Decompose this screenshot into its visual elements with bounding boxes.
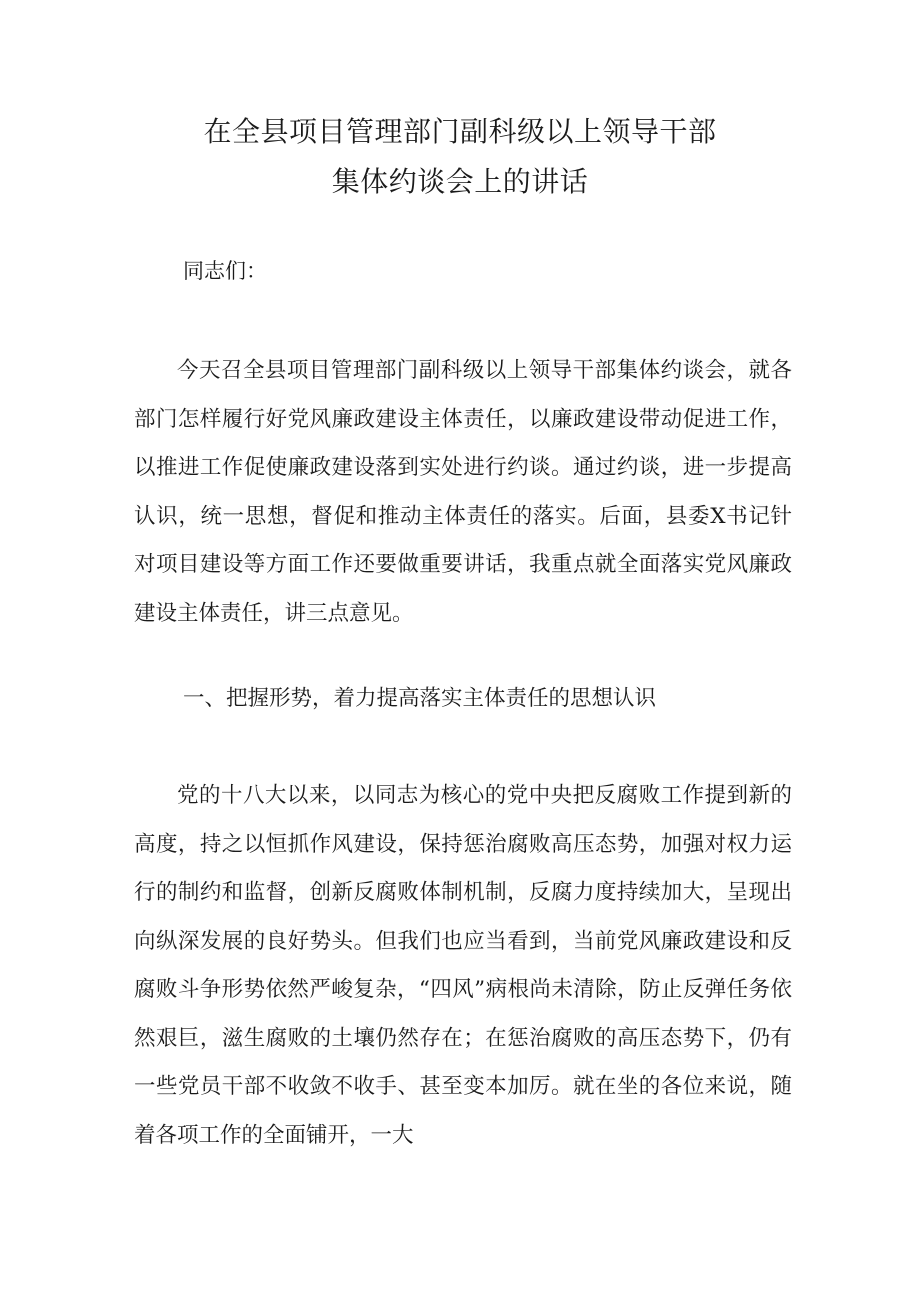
paragraph-intro: 今天召全县项目管理部门副科级以上领导干部集体约谈会，就各部门怎样履行好党风廉政建设主体责任，以廉政建设带动促进工作，以推进工作促使廉政建设落到实处进行约谈。通过约谈，进一步提高认识，统一思想，督促和推动主体责任的落实。后面，县委X书记针对项目建设等方面工作还要做重要讲话，我重点就全面落实党风廉政建设主体责任，讲三点意见。 bbox=[134, 358, 792, 626]
paragraph-situation: 党的十八大以来，以同志为核心的党中央把反腐败工作提到新的高度，持之以恒抓作风建设，保持惩治腐败高压态势，加强对权力运行的制约和监督，创新反腐败体制机制，反腐力度持续加大，呈现出向纵深发展的良好势头。但我们也应当看到，当前党风廉政建设和反腐败斗争形势依然严峻复杂，“四风”病根尚未清除，防止反弹任务依然艰巨，滋生腐败的土壤仍然存在；在惩治腐败的高压态势下，仍有一些党员干部不收敛不收手、甚至变本加厉。就在坐的各位来说，随着各项工作的全面铺开，一大 bbox=[134, 783, 792, 1148]
section-heading-1: 一、把握形势，着力提高落实主体责任的思想认识 bbox=[183, 686, 657, 711]
document-title-line-1: 在全县项目管理部门副科级以上领导干部 bbox=[203, 115, 717, 148]
document-title-line-2: 集体约谈会上的讲话 bbox=[331, 165, 589, 198]
salutation: 同志们： bbox=[183, 259, 267, 283]
